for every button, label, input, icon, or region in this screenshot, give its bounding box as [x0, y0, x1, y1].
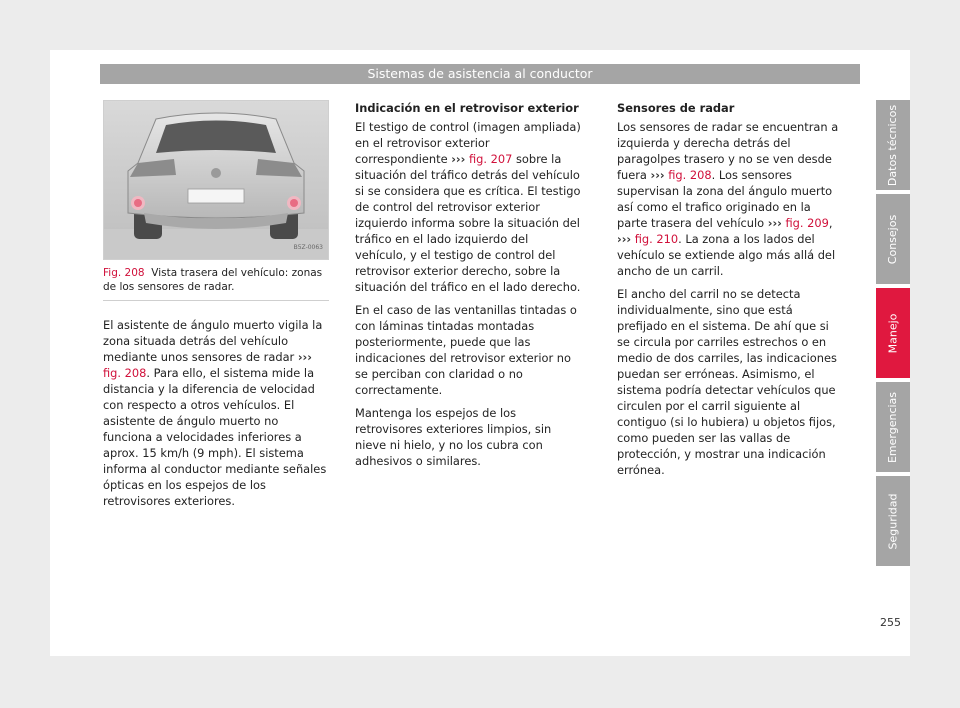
column-3: [617, 100, 843, 485]
link-fig-208[interactable]: fig. 208: [668, 168, 712, 182]
link-fig-209[interactable]: fig. 209: [785, 216, 829, 230]
ref-arrows: ›››: [650, 168, 665, 182]
col3-paragraph-2: El ancho del carril no se detecta individualmente, sino que está prefijado en el sistema. De ahí que si se circula por carriles estrechos o en medio de dos carriles, las indicaciones puedan ser erróneas. Asimismo, el sistema podría detectar vehículos que circulen por el carril siguiente al contiguo (si lo hubiera) u objetos fijos, como pueden ser las vallas de protección, y mostrar una indicación errónea.: [617, 287, 837, 477]
section-heading: Sensores de radar: [617, 101, 735, 115]
chapter-tabs: [876, 100, 910, 570]
ref-arrows: ›››: [451, 152, 466, 166]
col3-paragraph-1: [617, 119, 843, 279]
section-heading: Indicación en el retrovisor exterior: [355, 101, 579, 115]
ref-arrows: ›››: [297, 350, 312, 364]
text: ,: [828, 216, 833, 230]
col2-paragraph-2: En el caso de las ventanillas tintadas o con láminas tintadas montadas posteriormente, puede que las indicaciones del retrovisor exterior no se perciban con claridad o no correctamente.: [355, 303, 577, 397]
header-title: Sistemas de asistencia al conductor: [367, 66, 593, 81]
page-number: 255: [880, 616, 901, 629]
column-1: [103, 100, 329, 516]
tab-label: Manejo: [886, 313, 900, 353]
col2-paragraph-1: [355, 119, 581, 295]
text: . Para ello, el sistema mide la distancia y la diferencia de velocidad con respecto a otros vehículos. El asistente de ángulo muerto no funciona a velocidades inferiores a aprox. 15 km/h (9 mph). El sistema informa al conductor mediante señales ópticas en los espejos de los retrovisores exteriores.: [103, 366, 327, 508]
col2-paragraph-3: Mantenga los espejos de los retrovisores exteriores limpios, sin nieve ni hielo, y no los cubra con adhesivos o similares.: [355, 406, 552, 468]
tab-datos-tecnicos[interactable]: [876, 100, 910, 190]
text: El asistente de ángulo muerto vigila la zona situada detrás del vehículo mediante unos sensores de radar: [103, 318, 323, 364]
page: [50, 50, 910, 656]
ref-arrows: ›››: [767, 216, 782, 230]
figure-208: [103, 100, 329, 260]
link-fig-210[interactable]: fig. 210: [634, 232, 679, 246]
tab-label: Seguridad: [886, 493, 900, 549]
text: sobre la situación del tráfico detrás del vehículo si se considera que es crítica. El testigo de control del retrovisor exterior izquierdo informa sobre la situación del tráfico en el lado izquierdo del vehículo, y el testigo de control del retrovisor exterior derecho, sobre la situación del tráfico en el lado derecho.: [355, 152, 581, 294]
col1-paragraph-1: [103, 317, 329, 509]
car-rear-illustration: [104, 101, 328, 259]
tab-label: Datos técnicos: [886, 104, 900, 186]
page-header: [100, 64, 860, 84]
link-fig-207[interactable]: fig. 207: [468, 152, 513, 166]
text: Los sensores de radar se encuentran a izquierda y derecha detrás del paragolpes trasero y no se ven desde fuera: [617, 120, 839, 182]
text: El testigo de control (imagen ampliada) en el retrovisor exterior correspondiente: [355, 120, 581, 166]
figure-caption: [103, 266, 329, 301]
link-fig-208[interactable]: fig. 208: [103, 366, 147, 380]
caption-ref: Fig. 208: [103, 267, 145, 279]
tab-seguridad[interactable]: [876, 476, 910, 566]
tab-consejos[interactable]: [876, 194, 910, 284]
ref-arrows: ›››: [617, 232, 632, 246]
tab-emergencias[interactable]: [876, 382, 910, 472]
tab-label: Emergencias: [886, 391, 900, 463]
figure-code: B5Z-0063: [293, 244, 323, 251]
column-2: [355, 100, 581, 476]
caption-text: Vista trasera del vehículo: zonas de los sensores de radar.: [103, 267, 323, 293]
tab-manejo[interactable]: [876, 288, 910, 378]
text: . La zona a los lados del vehículo se extiende algo más allá del ancho de un carril.: [617, 232, 836, 278]
text: . Los sensores supervisan la zona del ángulo muerto así como el trafico originado en la parte trasera del vehículo: [617, 168, 833, 230]
tab-label: Consejos: [886, 214, 900, 264]
